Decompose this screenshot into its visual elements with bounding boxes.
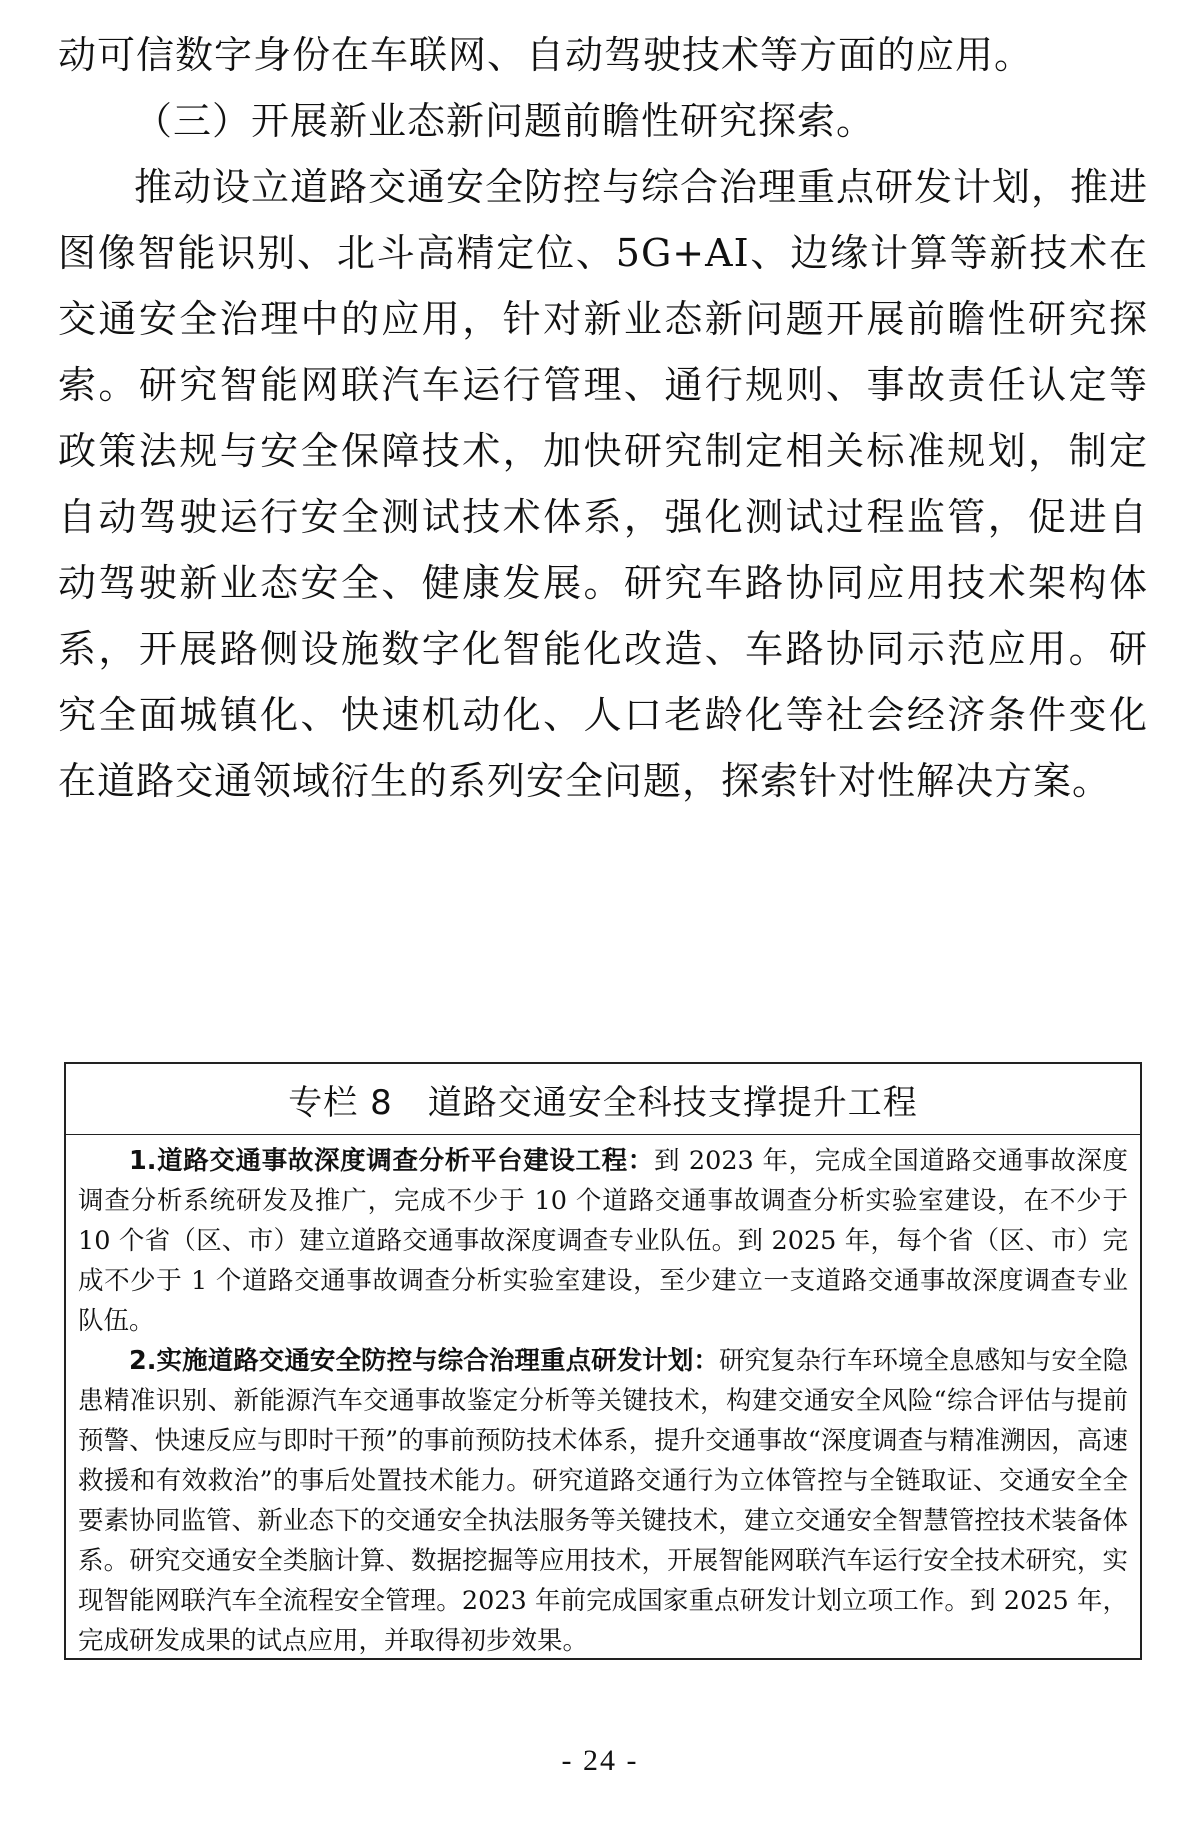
column-item-1-lead: 1.道路交通事故深度调查分析平台建设工程： bbox=[129, 1146, 654, 1176]
column-item-1 bbox=[78, 1141, 1128, 1341]
column-item-2-lead: 2.实施道路交通安全防控与综合治理重点研发计划： bbox=[129, 1346, 719, 1376]
page-number: - 24 - bbox=[561, 1744, 639, 1777]
column-item-2 bbox=[78, 1341, 1128, 1661]
column-box-content bbox=[66, 1135, 1140, 1661]
column-item-1-text: 到 2023 年，完成全国道路交通事故深度调查分析系统研发及推广，完成不少于 10 个道路交通事故调查分析实验室建设，在不少于 10 个省（区、市）建立道路交通事故深度调查专业队伍。到 2025 年，每个省（区、市）完成不少于 1 个道路交通事故调查分析实验室建设，至少建立一支道路交通事故深度调查专业队伍。 bbox=[78, 1146, 1129, 1336]
body-paragraph: 推动设立道路交通安全防控与综合治理重点研发计划，推进图像智能识别、北斗高精定位、5G+AI、边缘计算等新技术在交通安全治理中的应用，针对新业态新问题开展前瞻性研究探索。研究智能网联汽车运行管理、通行规则、事故责任认定等政策法规与安全保障技术，加快研究制定相关标准规划，制定自动驾驶运行安全测试技术体系，强化测试过程监管，促进自动驾驶新业态安全、健康发展。研究车路协同应用技术架构体系，开展路侧设施数字化智能化改造、车路协同示范应用。研究全面城镇化、快速机动化、人口老龄化等社会经济条件变化在道路交通领域衍生的系列安全问题，探索针对性解决方案。 bbox=[58, 165, 1149, 803]
body-text bbox=[58, 22, 1148, 814]
section-heading: （三）开展新业态新问题前瞻性研究探索。 bbox=[134, 99, 876, 143]
column-item-2-text: 研究复杂行车环境全息感知与安全隐患精准识别、新能源汽车交通事故鉴定分析等关键技术，构建交通安全风险“综合评估与提前预警、快速反应与即时干预”的事前预防技术体系，提升交通事故“深度调查与精准溯因，高速救援和有效救治”的事后处置技术能力。研究道路交通行为立体管控与全链取证、交通安全全要素协同监管、新业态下的交通安全执法服务等关键技术，建立交通安全智慧管控技术装备体系。研究交通安全类脑计算、数据挖掘等应用技术，开展智能网联汽车运行安全技术研究，实现智能网联汽车全流程安全管理。2023 年前完成国家重点研发计划立项工作。到 2025 年，完成研发成果的试点应用，并取得初步效果。 bbox=[78, 1346, 1128, 1656]
column-box bbox=[64, 1062, 1142, 1660]
continuation-paragraph: 动可信数字身份在车联网、自动驾驶技术等方面的应用。 bbox=[58, 33, 1034, 77]
column-box-title: 专栏 8 道路交通安全科技支撑提升工程 bbox=[66, 1064, 1140, 1135]
